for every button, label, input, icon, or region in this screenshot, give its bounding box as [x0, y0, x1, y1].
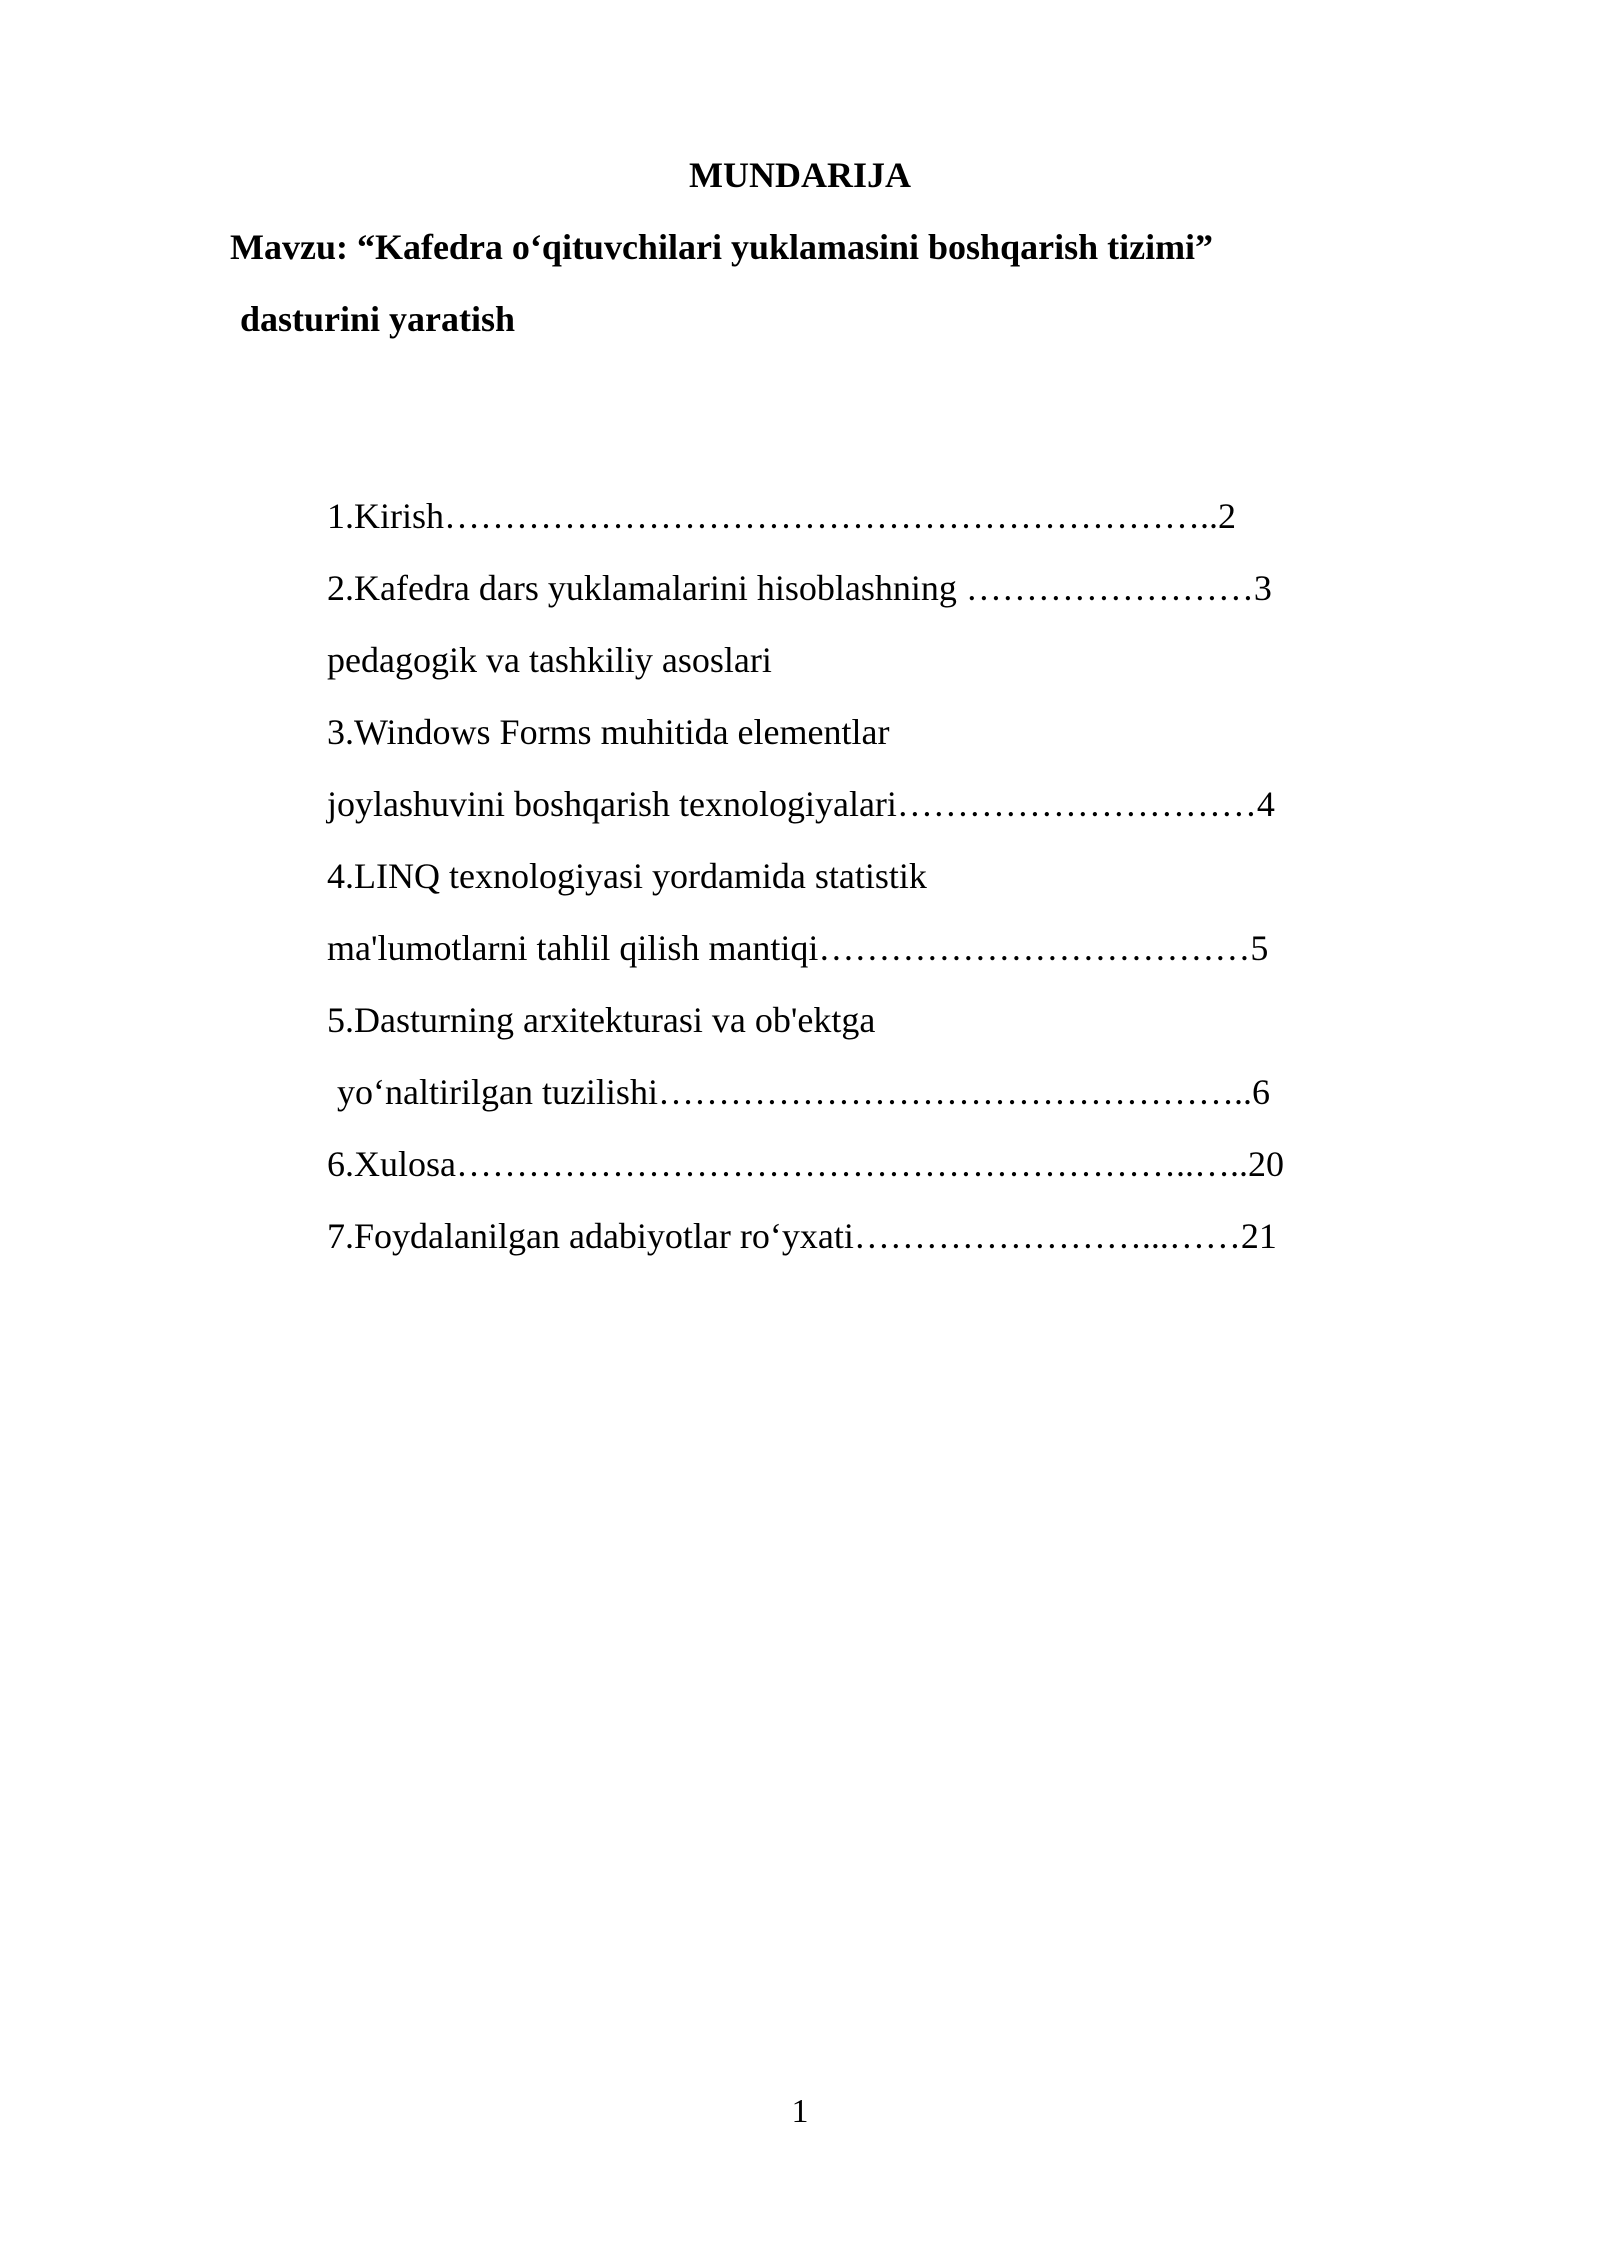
page-number: 1	[791, 2093, 809, 2130]
toc-entry-references: 7.Foydalanilgan adabiyotlar ro‘yxati……………………...……21	[327, 1216, 1277, 1256]
toc-entry-introduction: 1.Kirish………………………………………………………..2	[327, 496, 1236, 536]
toc-entry-chapter-4-continued: ma'lumotlarni tahlil qilish mantiqi………………………………5	[327, 928, 1269, 968]
toc-entry-chapter-2: 2.Kafedra dars yuklamalarini hisoblashning ……………………3	[327, 568, 1272, 608]
topic-title-line-2: dasturini yaratish	[240, 299, 516, 339]
toc-entry-conclusion: 6.Xulosa……………………………………………………..…..20	[327, 1144, 1284, 1184]
contents-heading: MUNDARIJA	[689, 155, 911, 195]
toc-entry-chapter-5-continued: yo‘naltirilgan tuzilishi…………………………………………..6	[337, 1072, 1270, 1112]
toc-entry-chapter-3-continued: joylashuvini boshqarish texnologiyalari…………………………4	[327, 784, 1275, 824]
toc-entry-chapter-3: 3.Windows Forms muhitida elementlar	[327, 712, 890, 752]
toc-entry-chapter-2-continued: pedagogik va tashkiliy asoslari	[327, 640, 772, 680]
topic-title-line-1: Mavzu: “Kafedra o‘qituvchilari yuklamasini boshqarish tizimi”	[230, 227, 1214, 267]
toc-entry-chapter-4: 4.LINQ texnologiyasi yordamida statistik	[327, 856, 927, 896]
toc-entry-chapter-5: 5.Dasturning arxitekturasi va ob'ektga	[327, 1000, 876, 1040]
